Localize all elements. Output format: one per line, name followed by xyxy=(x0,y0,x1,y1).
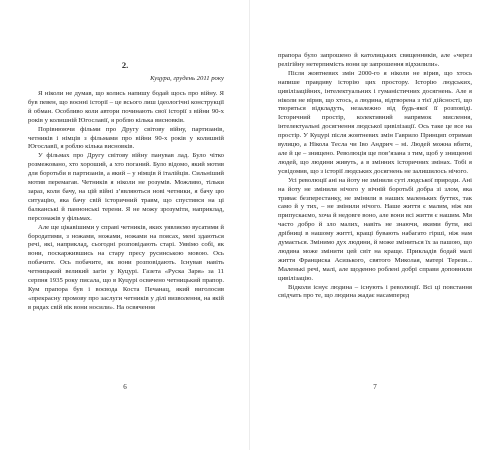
paragraph: У фільмах про Другу світову війну панував лад. Було чітко розмежовано, хто хороший, а хто поганий. Було відомо, який мотив для боротьби в партизанів, а який – у німців й італійців. Сильніший мотив перемагав. Четників я ніколи не розумів. Можливо, тільки зараз, коли бачу, на цій війні з’являються нові четники, я бачу цю ситуацію, яка бачу свій історичний травм, що спустився на ці балканські й паннонські терени. Я не можу зрозуміти, наприклад, персонажів у фільмах. xyxy=(28,152,224,222)
right-page xyxy=(250,0,500,450)
paragraph: Відколи існує людина – існують і революції. Всі ці повстання свідчать про те, що людина жадає насамперед xyxy=(278,283,472,300)
paragraph: Але ще цікавішими у справі четників, яких уявляємо вусатими й бородатими, з ножами, ножами, ножами на поясах, мені здаються речі, які, наприклад, сьогодні розповідають старі. Уявімо собі, як вони, поскаржившись на стару пресу русинською мовою. Ось побачите. Ось побачите, як вони розповідають. Існував навіть четницький великий загін у Куцурі. Газета «Руска Заря» за 11 серпня 1935 року писала, що в Куцурі освячено четницький прапор. Кум прапора був і воєвода Коста Печанац, який виголосив «прекрасну промову про заслуги четників у ділі визволення, на якій в рядах свій вік вони носили». На освячення xyxy=(28,223,224,311)
chapter-number: 2. xyxy=(121,60,129,70)
paragraph: Порівнюючи фільми про Другу світову війну, партизанів, четників і німців з фільмами про війни 90-х років у колишній Югославії, я роблю кілька висновків. xyxy=(28,125,224,151)
paragraph: Усі революції ані на йоту не змінили суті людської природи. Ані на йоту не змінили нічого у вічній боротьбі добра зі злом, яка триває безперестанку, не змінили в наших маленьких буттях, так само й у тих, – не змінили нічого. Наше життя є малим, ніж ми припускаємо, хоча й недовге воно, але вони всі життя є нашим. Ми часто добро й зло малих, навіть не знаючи, якими бути, які дрібниці в нашому житті, кращі бувають набагато гірші, ніж нам думається. Змінимо дух людини, й може зміниться їх за пашою, що людина може змінити цей світ на краще. Прикладів бодай малі життя Франциска Асизького, святого Миколая, матері Терези... Маленькі речі, малі, але щоденно роблені добрі справи доповнили цивілізацію. xyxy=(278,176,472,282)
paragraph: прапора було запрошено й католицьких священників, але «через релігійну нетерпимість вони це запрошення відхилили». xyxy=(278,52,472,68)
paragraph: Я ніколи не думав, що колись напишу бодай щось про війну. Я був певен, що воєнні історії – це всього лиш ідеологічні конструкції й обман. Особливо коли автори починають свої історії з війни 90-х років у колишній Югославії, я роблю кілька висновків. xyxy=(28,90,224,124)
right-page-text xyxy=(278,52,472,301)
page-number-right: 7 xyxy=(373,383,377,391)
paragraph: Після жовтневих змін 2000-го я ніколи не вірив, що хтось напише правдиву історію цих простору. Історію людських, цивілізаційних, інтелектуальних і гуманістичних досягнень. Але я ніколи не вірив, що хтось, а людина, відтворена з тієї дійсності, що творяться відкладуть, незалежно від будь-якої її розповіді. Історичний простір, колективний напрямок мислення, інтелектуальні досягнення людської цивілізації. Ось таке це все на простір. У Куцурі після жовтневих змін Гаврило Принцип отримав вулицю, а Нікола Тесла чи Іво Андрич – ні. Людей можна вбити, але й це – знищено. Революція ще пов’язана з тим, щоб у знищенні людей, що людини живуть, а в змінних історичних змінах. Тобі я усвідомив, що з історії людських досягнень не залишилось нічого. xyxy=(278,69,472,175)
dateline: Куцура, грудень 2011 року xyxy=(150,75,224,82)
left-page-text xyxy=(28,90,224,313)
page-number-left: 6 xyxy=(123,383,127,391)
